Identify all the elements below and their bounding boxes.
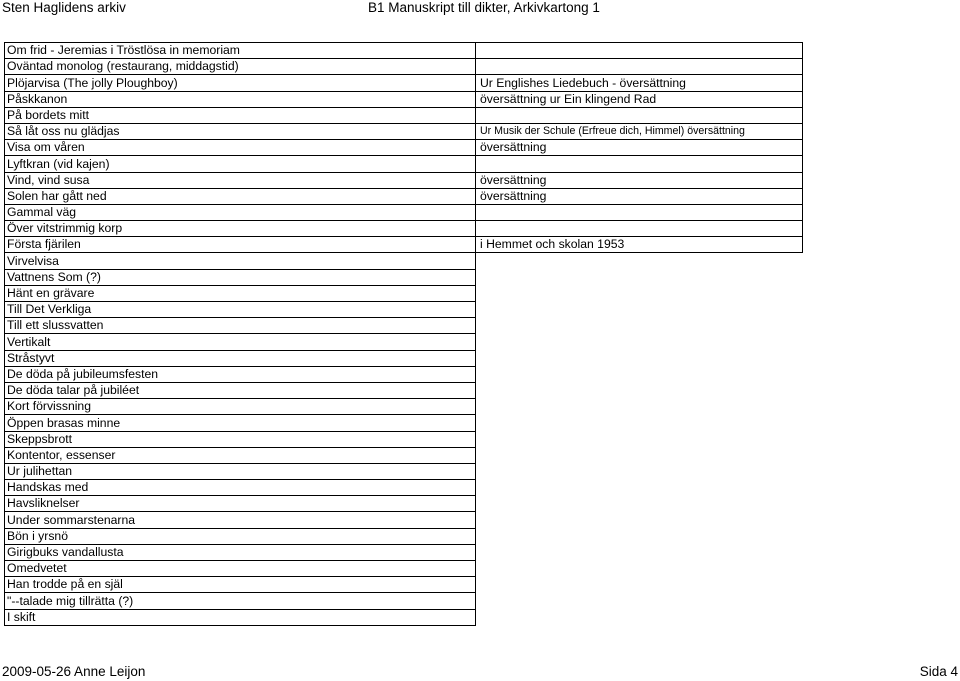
manuscript-title-cell: Solen har gått ned [5, 188, 476, 204]
manuscript-note-cell [476, 285, 803, 301]
manuscript-note-cell [476, 43, 803, 59]
manuscript-note-cell [476, 253, 803, 269]
manuscript-note-cell [476, 204, 803, 220]
table-row [5, 156, 803, 172]
manuscript-note-cell [476, 480, 803, 496]
table-row [5, 512, 803, 528]
table-row [5, 528, 803, 544]
manuscript-note-cell [476, 609, 803, 625]
table-row [5, 399, 803, 415]
header-section-title: B1 Manuskript till dikter, Arkivkartong 1 [368, 0, 600, 15]
table-row [5, 75, 803, 91]
manuscript-note-cell [476, 156, 803, 172]
table-row [5, 318, 803, 334]
manuscript-title-cell: Oväntad monolog (restaurang, middagstid) [5, 59, 476, 75]
manuscript-note-cell [476, 496, 803, 512]
manuscript-title-cell: Öppen brasas minne [5, 415, 476, 431]
manuscript-title-cell: Bön i yrsnö [5, 528, 476, 544]
table-row [5, 447, 803, 463]
manuscript-title-cell: Han trodde på en själ [5, 577, 476, 593]
table-row [5, 59, 803, 75]
table-row [5, 382, 803, 398]
manuscript-note-cell: i Hemmet och skolan 1953 [476, 237, 803, 253]
manuscript-note-cell [476, 528, 803, 544]
table-row [5, 609, 803, 625]
table-row [5, 366, 803, 382]
table-row [5, 188, 803, 204]
manuscript-note-cell [476, 512, 803, 528]
manuscript-note-cell [476, 382, 803, 398]
manuscript-note-cell [476, 269, 803, 285]
table-row [5, 123, 803, 139]
manuscript-note-cell [476, 415, 803, 431]
manuscript-note-cell [476, 463, 803, 479]
manuscript-note-cell [476, 318, 803, 334]
manuscript-title-cell: Girigbuks vandallusta [5, 544, 476, 560]
manuscript-table [4, 42, 803, 626]
manuscript-note-cell [476, 107, 803, 123]
manuscript-title-cell: De döda talar på jubiléet [5, 382, 476, 398]
manuscript-note-cell [476, 544, 803, 560]
manuscript-note-cell [476, 221, 803, 237]
manuscript-title-cell: Skeppsbrott [5, 431, 476, 447]
manuscript-title-cell: På bordets mitt [5, 107, 476, 123]
table-row [5, 350, 803, 366]
table-row [5, 140, 803, 156]
table-row [5, 334, 803, 350]
manuscript-title-cell: Hänt en grävare [5, 285, 476, 301]
manuscript-note-cell [476, 593, 803, 609]
table-row [5, 593, 803, 609]
table-row [5, 91, 803, 107]
manuscript-title-cell: Visa om våren [5, 140, 476, 156]
manuscript-title-cell: Lyftkran (vid kajen) [5, 156, 476, 172]
manuscript-note-cell [476, 366, 803, 382]
manuscript-title-cell: Kontentor, essenser [5, 447, 476, 463]
manuscript-title-cell: Så låt oss nu glädjas [5, 123, 476, 139]
table-row [5, 544, 803, 560]
footer-date-author: 2009-05-26 Anne Leijon [2, 664, 146, 679]
footer-page-number: Sida 4 [919, 664, 958, 679]
manuscript-title-cell: Gammal väg [5, 204, 476, 220]
manuscript-note-cell [476, 334, 803, 350]
manuscript-title-cell: Till ett slussvatten [5, 318, 476, 334]
manuscript-title-cell: Virvelvisa [5, 253, 476, 269]
manuscript-table-body [5, 43, 803, 626]
table-row [5, 204, 803, 220]
manuscript-title-cell: De döda på jubileumsfesten [5, 366, 476, 382]
manuscript-title-cell: Till Det Verkliga [5, 302, 476, 318]
manuscript-note-cell [476, 431, 803, 447]
table-row [5, 561, 803, 577]
manuscript-note-cell [476, 561, 803, 577]
manuscript-note-cell [476, 399, 803, 415]
table-row [5, 253, 803, 269]
manuscript-note-cell [476, 350, 803, 366]
table-row [5, 496, 803, 512]
table-row [5, 221, 803, 237]
table-row [5, 431, 803, 447]
table-row [5, 172, 803, 188]
manuscript-note-cell [476, 302, 803, 318]
table-row [5, 285, 803, 301]
table-row [5, 302, 803, 318]
manuscript-title-cell: Plöjarvisa (The jolly Ploughboy) [5, 75, 476, 91]
manuscript-note-cell [476, 59, 803, 75]
manuscript-title-cell: Vind, vind susa [5, 172, 476, 188]
manuscript-title-cell: Kort förvissning [5, 399, 476, 415]
manuscript-title-cell: Om frid - Jeremias i Tröstlösa in memoriam [5, 43, 476, 59]
table-row [5, 463, 803, 479]
manuscript-title-cell: Över vitstrimmig korp [5, 221, 476, 237]
manuscript-note-cell: översättning [476, 188, 803, 204]
table-row [5, 107, 803, 123]
table-row [5, 43, 803, 59]
manuscript-title-cell: Handskas med [5, 480, 476, 496]
table-row [5, 269, 803, 285]
manuscript-note-cell: Ur Musik der Schule (Erfreue dich, Himmel) översättning [476, 123, 803, 139]
manuscript-title-cell: Vertikalt [5, 334, 476, 350]
manuscript-note-cell: översättning [476, 140, 803, 156]
manuscript-title-cell: Ur julihettan [5, 463, 476, 479]
manuscript-note-cell [476, 577, 803, 593]
manuscript-title-cell: Påskkanon [5, 91, 476, 107]
manuscript-title-cell: Vattnens Som (?) [5, 269, 476, 285]
manuscript-title-cell: Omedvetet [5, 561, 476, 577]
table-row [5, 237, 803, 253]
manuscript-title-cell: I skift [5, 609, 476, 625]
table-row [5, 480, 803, 496]
manuscript-title-cell: "--talade mig tillrätta (?) [5, 593, 476, 609]
manuscript-note-cell: Ur Englishes Liedebuch - översättning [476, 75, 803, 91]
table-row [5, 415, 803, 431]
manuscript-title-cell: Havsliknelser [5, 496, 476, 512]
manuscript-title-cell: Stråstyvt [5, 350, 476, 366]
manuscript-title-cell: Under sommarstenarna [5, 512, 476, 528]
table-row [5, 577, 803, 593]
manuscript-note-cell: översättning [476, 172, 803, 188]
manuscript-note-cell: översättning ur Ein klingend Rad [476, 91, 803, 107]
header-archive-name: Sten Haglidens arkiv [2, 0, 126, 15]
manuscript-title-cell: Första fjärilen [5, 237, 476, 253]
manuscript-note-cell [476, 447, 803, 463]
